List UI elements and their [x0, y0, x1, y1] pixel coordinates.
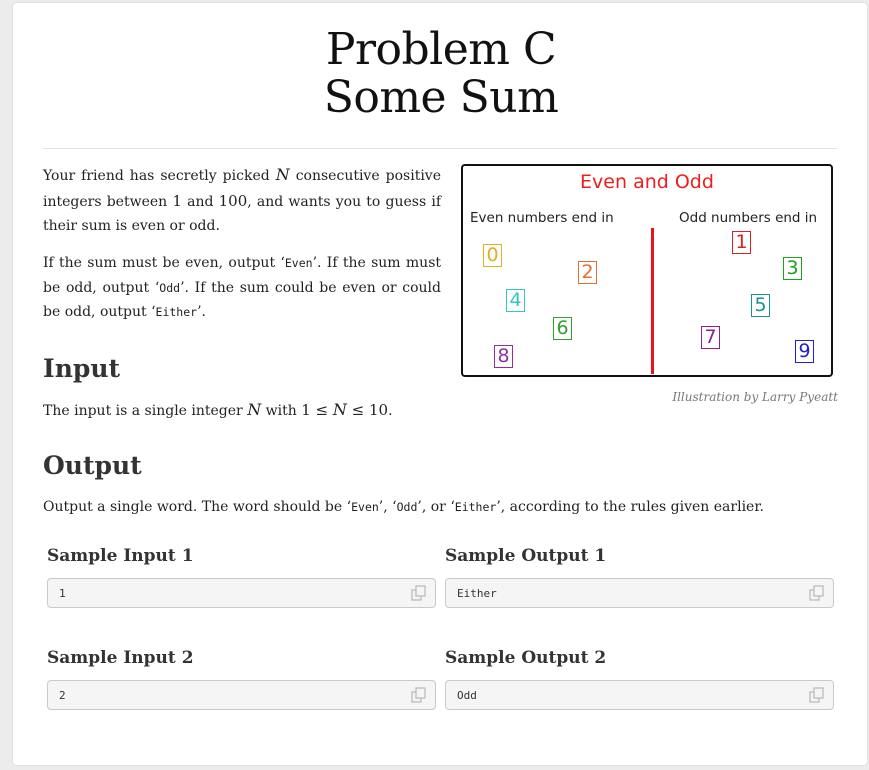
- sample-output-2-label: Sample Output 2: [445, 648, 607, 668]
- sample-input-2-label: Sample Input 2: [47, 648, 194, 668]
- sample-output-1-value: Either: [457, 587, 497, 600]
- even-digit-0: 0: [483, 244, 502, 267]
- problem-title: [0, 26, 869, 122]
- sample-input-1-box[interactable]: [47, 578, 436, 608]
- math-var: N: [247, 400, 262, 419]
- sample-output-2-value: Odd: [457, 689, 477, 702]
- odd-digit-3: 3: [783, 257, 802, 280]
- sample-output-1-label: Sample Output 1: [445, 546, 607, 566]
- text: consecutive positive integers between: [43, 168, 441, 210]
- output-heading: Output: [43, 451, 142, 480]
- even-label: Even numbers end in: [470, 210, 614, 226]
- odd-digit-9: 9: [795, 340, 814, 363]
- statement-paragraph-2: [43, 251, 441, 325]
- sample-output-2-box[interactable]: [445, 680, 834, 710]
- math-num: 100: [218, 191, 248, 210]
- even-digit-6: 6: [553, 317, 572, 340]
- sample-input-1-label: Sample Input 1: [47, 546, 194, 566]
- center-divider: [651, 228, 654, 374]
- text: The input is a single integer: [43, 403, 248, 419]
- code-text: Odd: [396, 500, 418, 514]
- text: and: [181, 193, 219, 210]
- text: ’, or ‘: [417, 499, 455, 515]
- text: ’.: [197, 304, 206, 320]
- text: ’. If the sum must be odd, output ‘: [43, 255, 441, 296]
- even-digit-4: 4: [506, 289, 525, 312]
- odd-label: Odd numbers end in: [679, 210, 818, 226]
- text: ’, according to the rules given earlier.: [496, 499, 764, 515]
- text: .: [388, 403, 393, 419]
- copy-icon[interactable]: [411, 687, 427, 703]
- statement-paragraph-1: [43, 163, 441, 239]
- text: Your friend has secretly picked: [43, 168, 276, 184]
- code-text: Even: [284, 256, 313, 270]
- code-text: Odd: [159, 280, 181, 295]
- copy-icon[interactable]: [809, 687, 825, 703]
- text: with: [261, 403, 302, 419]
- input-heading: Input: [43, 354, 121, 383]
- problem-name: Some Sum: [323, 72, 559, 123]
- copy-icon[interactable]: [809, 585, 825, 601]
- math-num: 1 ≤: [301, 401, 333, 419]
- even-digit-2: 2: [578, 261, 597, 284]
- input-description: [43, 398, 643, 424]
- code-text: Even: [351, 500, 379, 514]
- math-var: N: [275, 165, 290, 184]
- odd-digit-1: 1: [732, 231, 751, 254]
- sample-input-2-value: 2: [59, 689, 66, 702]
- copy-icon[interactable]: [411, 585, 427, 601]
- text: If the sum must be even, output ‘: [43, 255, 285, 271]
- math-var: N: [332, 400, 347, 419]
- math-num: 1: [172, 191, 182, 210]
- even-odd-illustration: [461, 164, 833, 377]
- code-text: Either: [454, 500, 497, 514]
- odd-digit-5: 5: [751, 294, 770, 317]
- math-num: ≤ 10: [346, 401, 389, 419]
- text: ’. If the sum could be even or could be odd, output ‘: [43, 279, 441, 320]
- sample-output-1-box[interactable]: [445, 578, 834, 608]
- sample-input-2-box[interactable]: [47, 680, 436, 710]
- illustration-caption: Illustration by Larry Pyeatt: [672, 390, 838, 404]
- illustration-title: Even and Odd: [580, 171, 714, 193]
- text: Output a single word. The word should be ‘: [43, 499, 352, 515]
- problem-letter: Problem C: [325, 24, 557, 75]
- output-description: [43, 495, 833, 520]
- odd-digit-7: 7: [701, 326, 720, 349]
- sample-input-1-value: 1: [59, 587, 66, 600]
- text: , and wants you to guess if their sum is even or odd.: [43, 193, 442, 234]
- code-text: Either: [155, 305, 198, 319]
- even-digit-8: 8: [494, 345, 513, 368]
- text: ’, ‘: [378, 499, 397, 515]
- title-divider: [43, 148, 838, 149]
